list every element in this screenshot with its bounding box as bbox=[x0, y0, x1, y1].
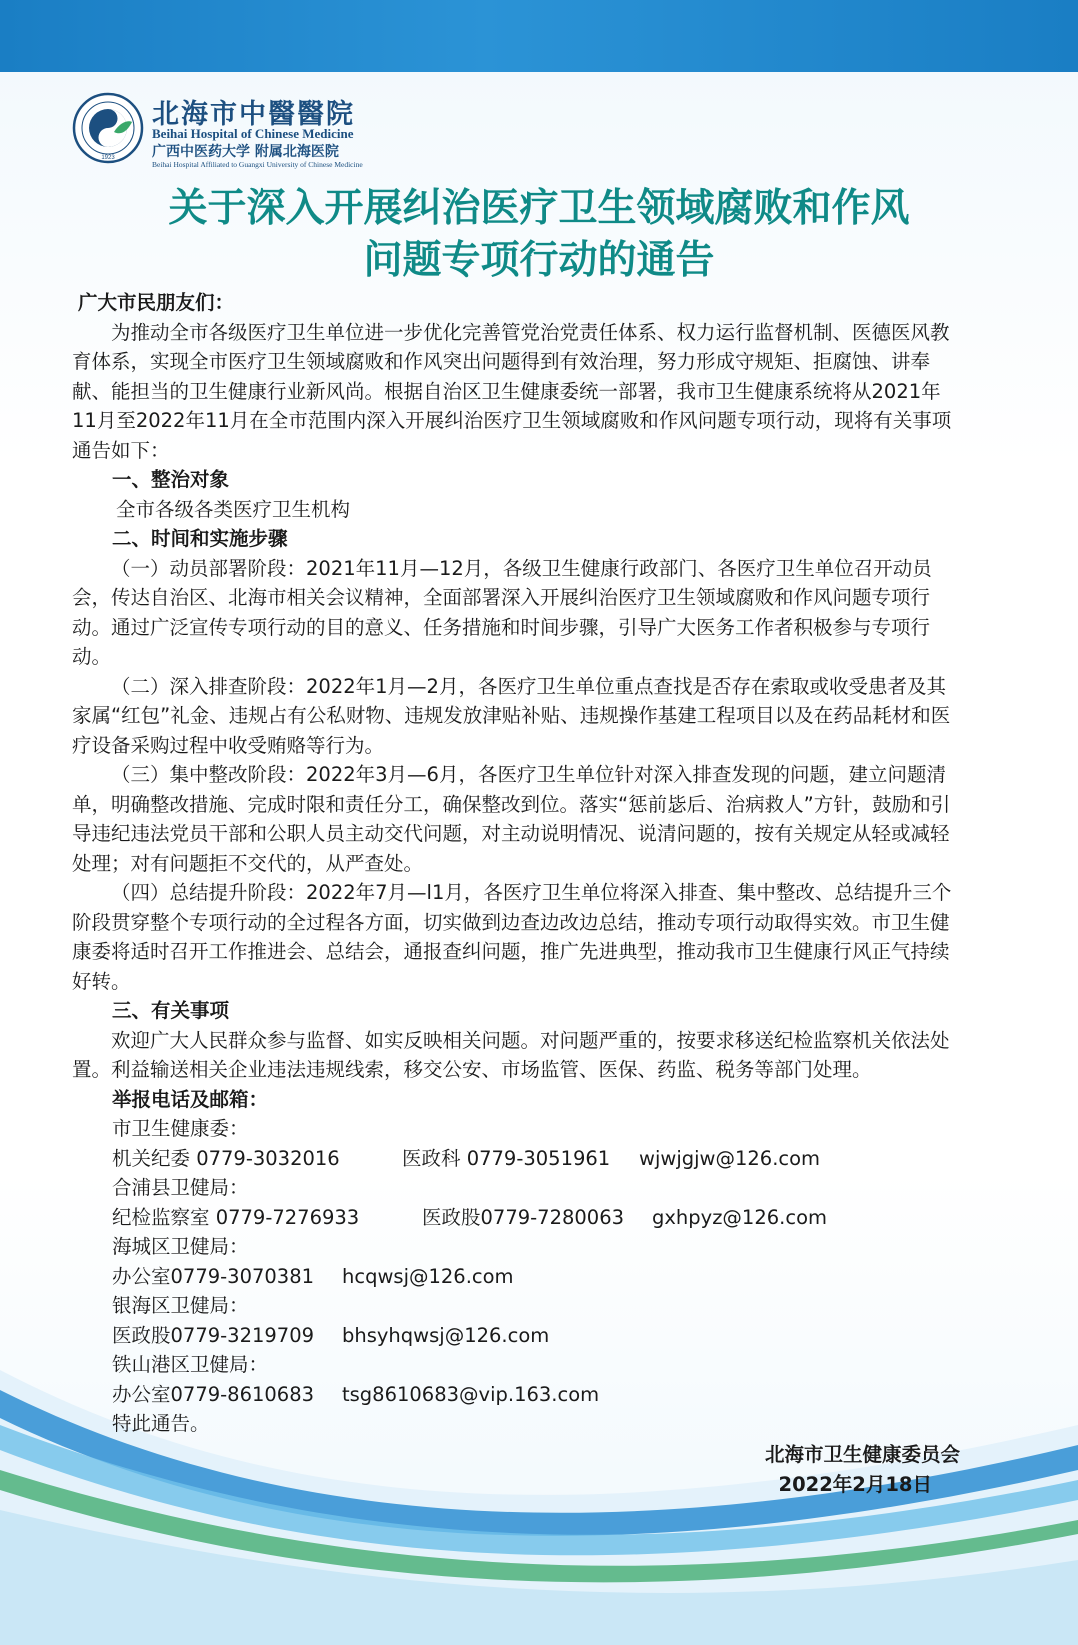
logo-univ-cn: 广西中医药大学 附属北海医院 bbox=[152, 144, 339, 160]
contact-phone: 办公室0779-3070381 bbox=[112, 1264, 315, 1288]
logo-univ-en: Beihai Hospital Affiliated to Guangxi University of Chinese Medicine bbox=[152, 160, 363, 169]
contact-phone: 医政股0779-7280063 bbox=[422, 1205, 625, 1229]
notice-title bbox=[40, 183, 1038, 287]
contact-phone: 机关纪委 0779-3032016 bbox=[112, 1146, 340, 1170]
contact-row bbox=[72, 1380, 962, 1410]
intro-paragraph: 为推动全市各级医疗卫生单位进一步优化完善管党治党责任体系、权力运行监督机制、医德医风教育体系，实现全市医疗卫生领域腐败和作风突出问题得到有效治理，努力形成守规矩、拒腐蚀、讲奉献、能担当的卫生健康行业新风尚。根据自治区卫生健康委统一部署，我市卫生健康系统将从2021年11月至2022年11月在全市范围内深入开展纠治医疗卫生领域腐败和作风问题专项行动，现将有关事项通告如下： bbox=[72, 320, 952, 462]
contact-row bbox=[72, 1321, 962, 1351]
contact-org: 银海区卫健局： bbox=[112, 1294, 249, 1317]
step2-paragraph: （二）深入排查阶段：2022年1月—2月，各医疗卫生单位重点查找是否存在索取或收受患者及其家属“红包”礼金、违规占有公私财物、违规发放津贴补贴、违规操作基建工程项目以及在药品耗材和医疗设备采购过程中收受贿赂等行为。 bbox=[72, 674, 951, 757]
contact-email: tsg8610683@vip.163.com bbox=[342, 1382, 600, 1406]
section1-text: 全市各级各类医疗卫生机构 bbox=[116, 497, 351, 521]
section1-heading: 一、整治对象 bbox=[112, 468, 230, 491]
contact-phone: 纪检监察室 0779-7276933 bbox=[112, 1205, 360, 1229]
step1-paragraph: （一）动员部署阶段：2021年11月—12月，各级卫生健康行政部门、各医疗卫生单位召开动员会，传达自治区、北海市相关会议精神，全面部署深入开展纠治医疗卫生领域腐败和作风问题专项行动。通过广泛宣传专项行动的目的意义、任务措施和时间步骤，引导广大医务工作者积极参与专项行动。 bbox=[72, 556, 932, 668]
contact-org: 铁山港区卫健局： bbox=[112, 1353, 269, 1376]
contact-email: wjwjgjw@126.com bbox=[639, 1146, 821, 1170]
section3-text: 欢迎广大人民群众参与监督、如实反映相关问题。对问题严重的，按要求移送纪检监察机关依法处置。利益输送相关企业违法违规线索，移交公安、市场监管、医保、药监、税务等部门处理。 bbox=[72, 1028, 950, 1081]
contact-org: 合浦县卫健局： bbox=[112, 1176, 249, 1199]
hospital-logo bbox=[72, 90, 392, 170]
top-banner bbox=[0, 0, 1078, 72]
signature-date: 2022年2月18日 bbox=[778, 1473, 932, 1496]
signature-block bbox=[700, 1440, 960, 1500]
logo-text-cn: 北海市中醫醫院 bbox=[152, 99, 355, 130]
greeting: 广大市民朋友们： bbox=[78, 291, 235, 314]
contact-phone: 办公室0779-8610683 bbox=[112, 1382, 315, 1406]
contacts-heading: 举报电话及邮箱： bbox=[112, 1087, 269, 1111]
step4-paragraph: （四）总结提升阶段：2022年7月—l1月，各医疗卫生单位将深入排查、集中整改、总结提升三个阶段贯穿整个专项行动的全过程各方面，切实做到边查边改边总结，推动专项行动取得实效。市卫生健康委将适时召开工作推进会、总结会，通报查纠问题，推广先进典型，推动我市卫生健康行风正气持续好转。 bbox=[72, 881, 952, 993]
hospital-seal-icon bbox=[72, 92, 144, 164]
contact-org: 海城区卫健局： bbox=[112, 1235, 249, 1258]
signature-org: 北海市卫生健康委员会 bbox=[764, 1443, 960, 1466]
notice-body bbox=[72, 288, 962, 1439]
contact-org: 市卫生健康委： bbox=[112, 1117, 249, 1140]
svg-text:1923: 1923 bbox=[101, 155, 115, 161]
contact-email: hcqwsj@126.com bbox=[342, 1264, 514, 1288]
closing-text: 特此通告。 bbox=[112, 1412, 210, 1435]
contact-row bbox=[72, 1203, 962, 1233]
contact-row bbox=[72, 1144, 962, 1174]
title-line-2: 问题专项行动的通告 bbox=[363, 238, 715, 283]
step3-paragraph: （三）集中整改阶段：2022年3月—6月，各医疗卫生单位针对深入排查发现的问题，建立问题清单，明确整改措施、完成时限和责任分工，确保整改到位。落实“惩前毖后、治病救人”方针，鼓励和引导违纪违法党员干部和公职人员主动交代问题，对主动说明情况、说清问题的，按有关规定从轻或减轻处理；对有问题拒不交代的，从严查处。 bbox=[72, 763, 951, 875]
contact-phone: 医政股0779-3219709 bbox=[112, 1323, 315, 1347]
title-line-1: 关于深入开展纠治医疗卫生领域腐败和作风 bbox=[168, 186, 910, 231]
section2-heading: 二、时间和实施步骤 bbox=[112, 527, 288, 550]
section3-heading: 三、有关事项 bbox=[112, 999, 230, 1022]
contact-email: gxhpyz@126.com bbox=[652, 1205, 827, 1229]
logo-text-en: Beihai Hospital of Chinese Medicine bbox=[152, 126, 354, 141]
contact-row bbox=[72, 1262, 962, 1292]
contact-email: bhsyhqwsj@126.com bbox=[342, 1323, 550, 1347]
contact-phone: 医政科 0779-3051961 bbox=[402, 1146, 611, 1170]
